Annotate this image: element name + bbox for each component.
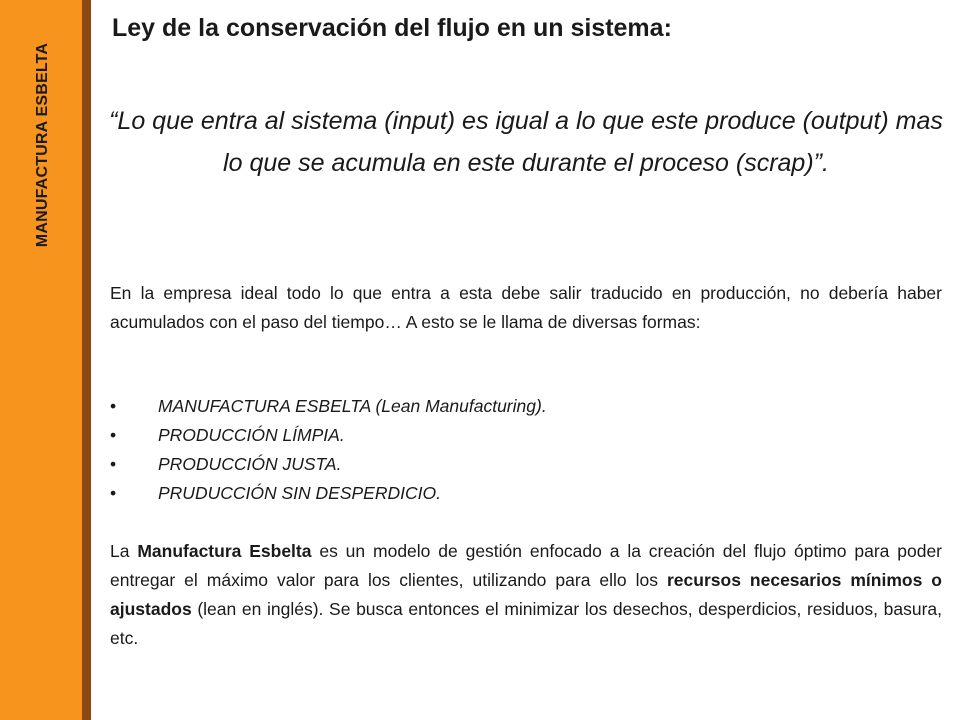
paragraph-text: es un modelo de gestión enfocado a la creación del flujo óptimo para poder entregar el máximo valor para los clientes, utilizando para ello los	[110, 541, 942, 590]
sidebar-divider	[82, 0, 91, 720]
paragraph-bold-term: Manufactura Esbelta	[137, 541, 312, 561]
sidebar-label: MANUFACTURA ESBELTA	[34, 42, 51, 248]
list-item	[110, 479, 942, 508]
list-item	[110, 421, 942, 450]
paragraph-text: La	[110, 541, 138, 561]
definition-paragraph	[110, 537, 942, 653]
quote-text: “Lo que entra al sistema (input) es igual a lo que este produce (output) mas lo que se acumula en este durante el proceso (scrap)”.	[109, 107, 943, 177]
slide-title: Ley de la conservación del flujo en un sistema:	[112, 14, 672, 42]
paragraph-bold-term: recursos necesarios mínimos o ajustados	[110, 570, 942, 619]
list-item-text: PRUDUCCIÓN SIN DESPERDICIO.	[158, 483, 441, 503]
list-item	[110, 392, 942, 421]
bullet-icon: •	[110, 425, 117, 445]
bullet-list	[110, 392, 942, 508]
paragraph-text: (lean en inglés). Se busca entonces el minimizar los desechos, desperdicios, residuos, basura, etc.	[110, 599, 942, 648]
list-item-text: PRODUCCIÓN LÍMPIA.	[158, 425, 345, 445]
bullet-icon: •	[110, 454, 117, 474]
list-item	[110, 450, 942, 479]
list-item-text: PRODUCCIÓN JUSTA.	[158, 454, 342, 474]
bullet-icon: •	[110, 396, 117, 416]
intro-paragraph: En la empresa ideal todo lo que entra a esta debe salir traducido en producción, no debería haber acumulados con el paso del tiempo… A esto se le llama de diversas formas:	[110, 283, 942, 332]
bullet-icon: •	[110, 483, 117, 503]
list-item-text: MANUFACTURA ESBELTA (Lean Manufacturing).	[158, 396, 547, 416]
